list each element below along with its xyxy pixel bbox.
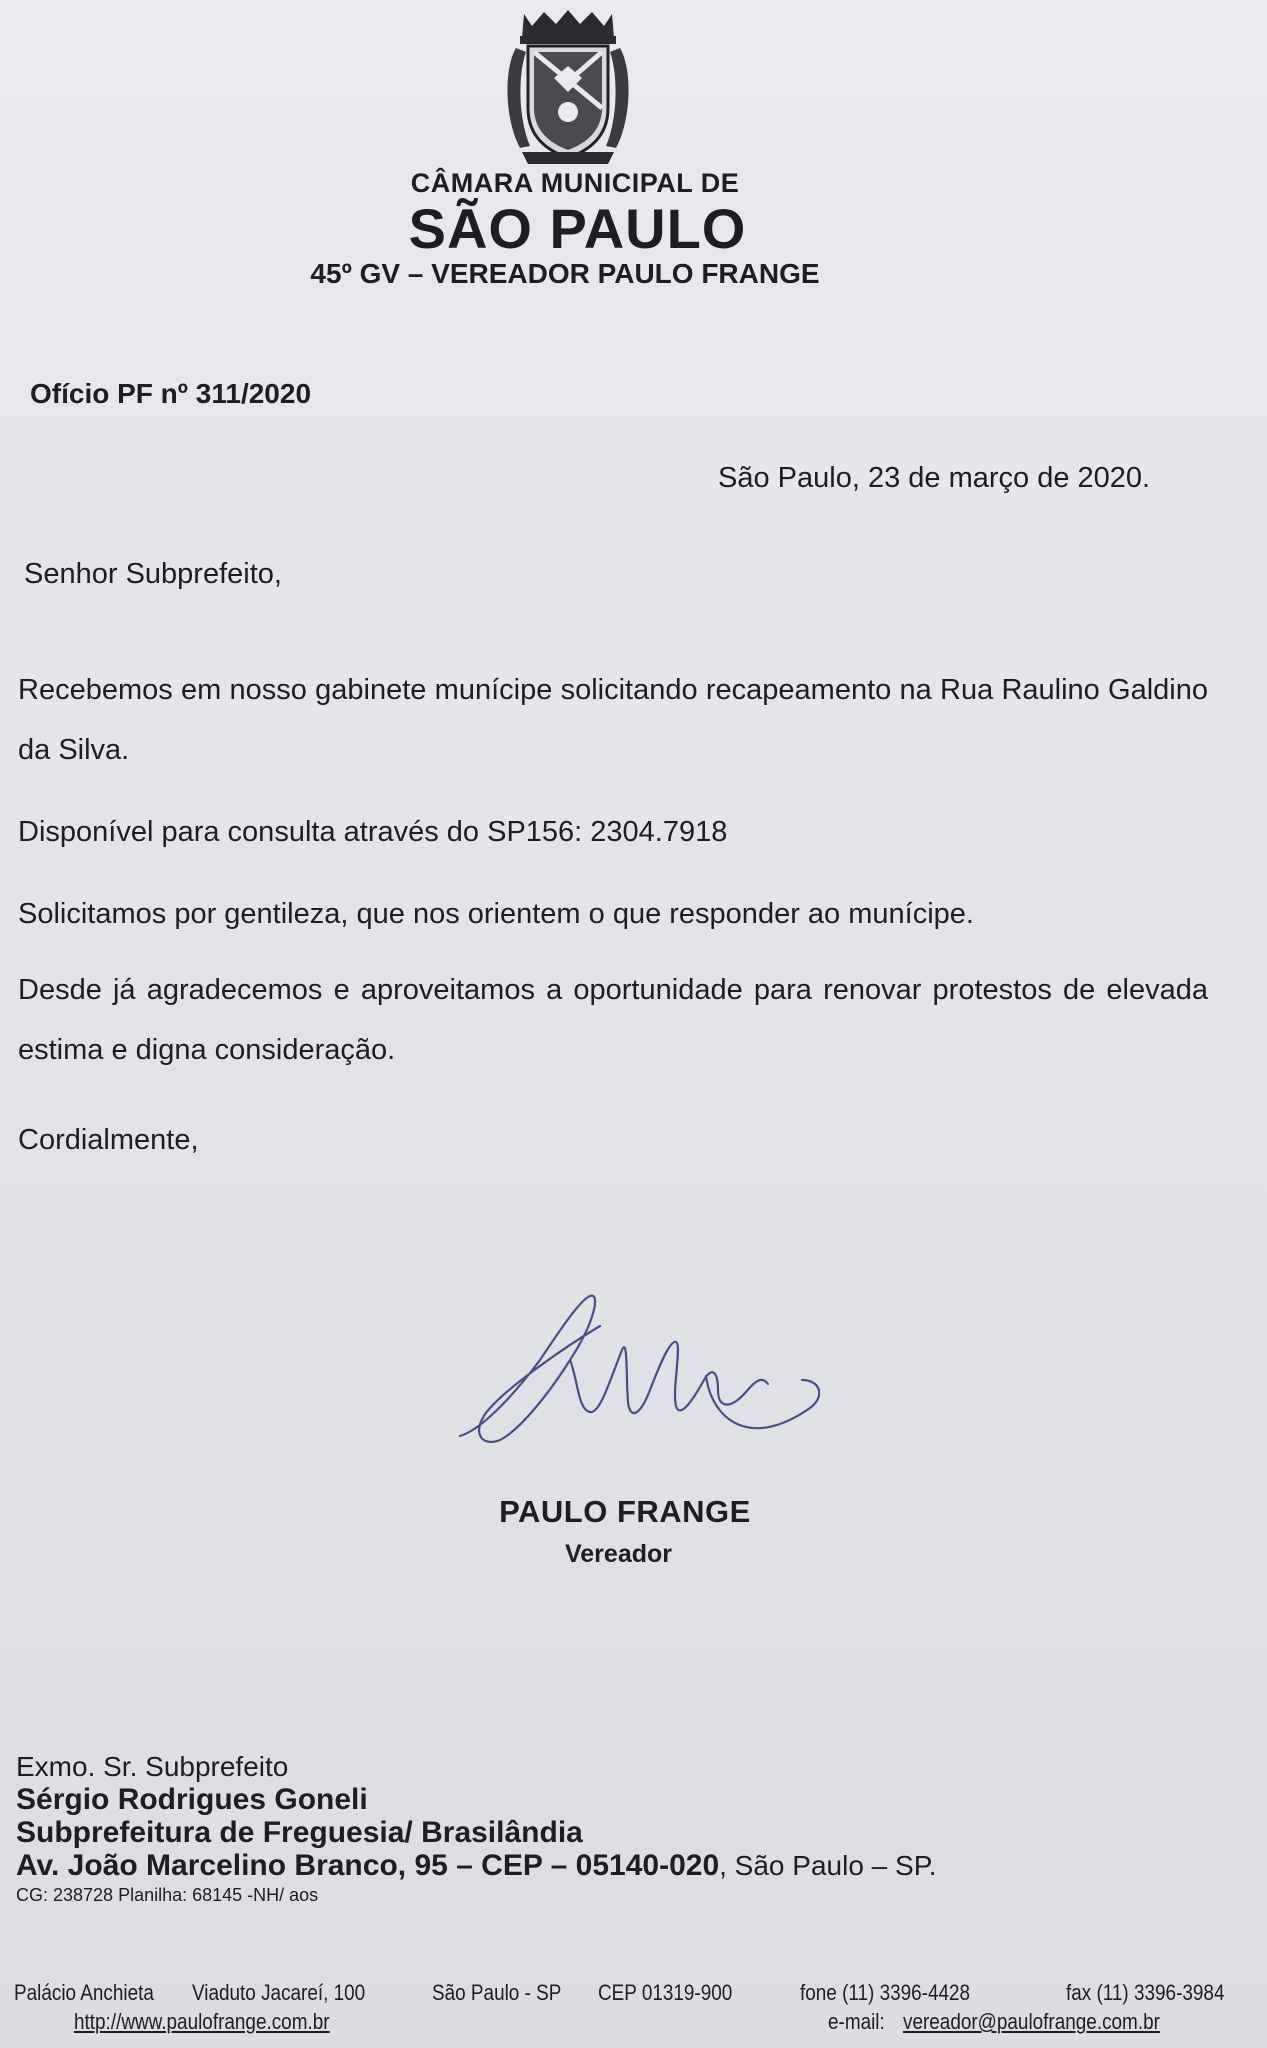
recipient-office: Subprefeitura de Freguesia/ Brasilândia: [16, 1816, 583, 1849]
chamber-name-line: CÂMARA MUNICIPAL DE: [410, 168, 740, 198]
closing: Cordialmente,: [18, 1124, 199, 1156]
footer-street: Viaduto Jacareí, 100: [192, 1980, 366, 2005]
footer-email-link[interactable]: vereador@paulofrange.com.br: [903, 2009, 1160, 2034]
salutation: Senhor Subprefeito,: [24, 558, 282, 590]
footer-email-label: e-mail:: [828, 2009, 885, 2034]
office-line: 45º GV – VEREADOR PAULO FRANGE: [310, 258, 820, 289]
recipient-block: [16, 1750, 937, 1908]
paragraph-guidance: Solicitamos por gentileza, que nos orientem o que responder ao munícipe.: [18, 898, 974, 930]
recipient-title: Exmo. Sr. Subprefeito: [16, 1751, 289, 1782]
recipient-address: [16, 1849, 937, 1882]
recipient-refs: CG: 238728 Planilha: 68145 -NH/ aos: [16, 1885, 319, 1905]
footer-website-link[interactable]: http://www.paulofrange.com.br: [74, 2009, 330, 2034]
footer-cep: CEP 01319-900: [598, 1980, 733, 2005]
recipient-address-city: , São Paulo – SP.: [719, 1850, 937, 1881]
footer-place: Palácio Anchieta: [14, 1980, 154, 2005]
recipient-address-street: Av. João Marcelino Branco, 95 – CEP – 05140-020: [16, 1849, 720, 1882]
signatory-role: Vereador: [564, 1540, 672, 1568]
city-name-title: SÃO PAULO: [408, 197, 747, 260]
signatory-name: PAULO FRANGE: [499, 1494, 751, 1529]
handwritten-signature: [450, 1280, 820, 1460]
recipient-name: Sérgio Rodrigues Goneli: [16, 1783, 368, 1816]
paragraph-thanks: Desde já agradecemos e aproveitamos a oportunidade para renovar protestos de elevada estima e digna consideração.: [18, 974, 1208, 1066]
letter-date: São Paulo, 23 de março de 2020.: [718, 462, 1151, 494]
coat-of-arms-seal: [502, 8, 634, 168]
footer-city: São Paulo - SP: [432, 1980, 562, 2005]
footer-fax: fax (11) 3396-3984: [1066, 1980, 1225, 2005]
document-reference: Ofício PF nº 311/2020: [30, 378, 312, 409]
paragraph-protocol: Disponível para consulta através do SP156: 2304.7918: [18, 816, 728, 848]
paragraph-request: Recebemos em nosso gabinete munícipe solicitando recapeamento na Rua Raulino Galdino da Silva.: [18, 674, 1208, 766]
footer-phone: fone (11) 3396-4428: [800, 1980, 971, 2005]
